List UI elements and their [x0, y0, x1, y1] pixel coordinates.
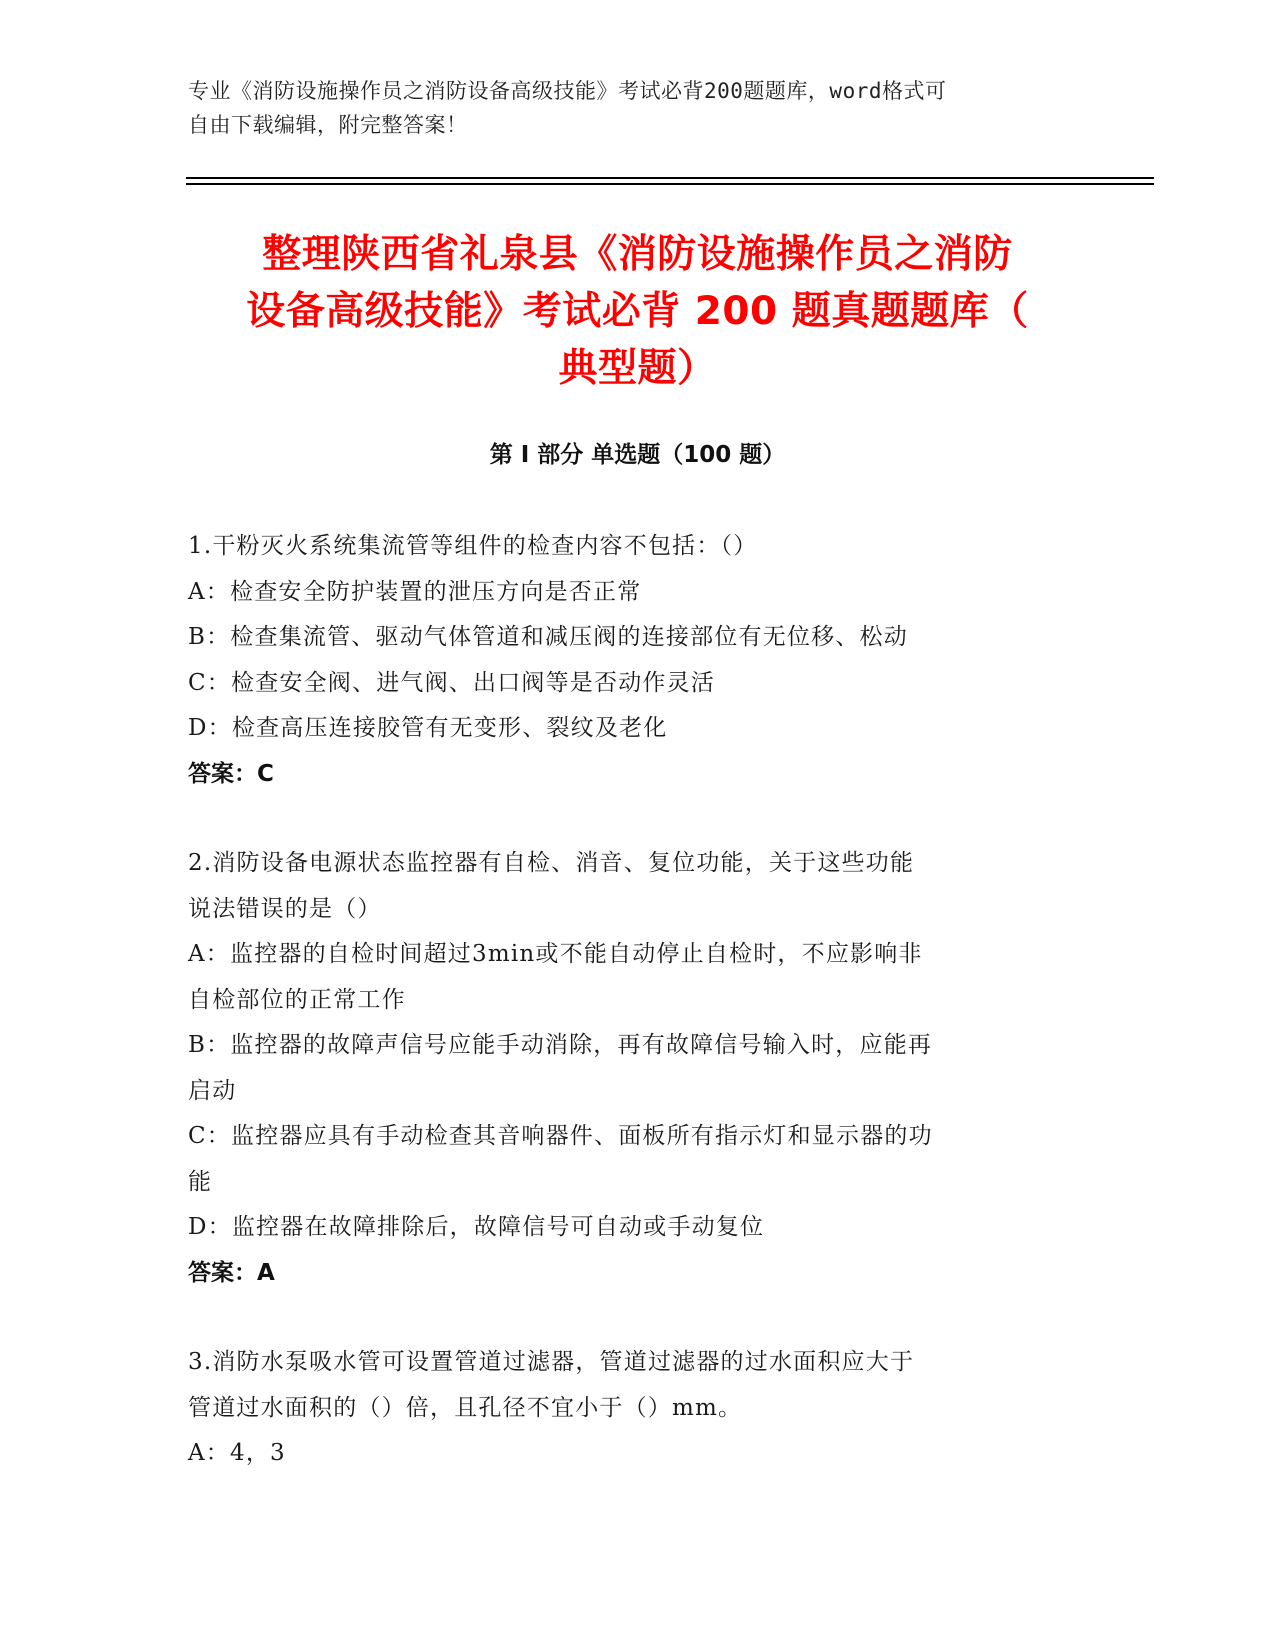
option-a-continued: 自检部位的正常工作 [188, 986, 406, 1013]
option-d: D：检查高压连接胶管有无变形、裂纹及老化 [188, 715, 668, 741]
title-line: 整理陕西省礼泉县《消防设施操作员之消防 [262, 232, 1013, 277]
option-b: B：监控器的故障声信号应能手动消除，再有故障信号输入时，应能再 [188, 1032, 933, 1058]
question-item [188, 1340, 1068, 1477]
question-stem: 2.消防设备电源状态监控器有自检、消音、复位功能，关于这些功能 [188, 850, 915, 876]
answer-text: 答案：C [188, 760, 274, 787]
header-note-line: 自由下载编辑，附完整答案！ [188, 113, 468, 137]
document-title [160, 226, 1115, 397]
option-b-continued: 启动 [188, 1077, 237, 1104]
question-stem: 3.消防水泵吸水管可设置管道过滤器，管道过滤器的过水面积应大于 [188, 1349, 915, 1375]
option-b: B：检查集流管、驱动气体管道和减压阀的连接部位有无位移、松动 [188, 624, 908, 650]
question-list [188, 524, 1068, 1521]
section-heading: 第 I 部分 单选题（100 题） [489, 442, 786, 468]
question-stem: 1.干粉灭火系统集流管等组件的检查内容不包括：（） [188, 533, 758, 559]
option-a: A：检查安全防护装置的泄压方向是否正常 [188, 578, 642, 605]
title-line: 设备高级技能》考试必背 200 题真题题库（ [246, 289, 1029, 334]
option-d: D：监控器在故障排除后，故障信号可自动或手动复位 [188, 1214, 765, 1240]
header-note [188, 74, 1068, 142]
question-item [188, 841, 1068, 1296]
header-note-line: 专业《消防设施操作员之消防设备高级技能》考试必背200题题库，word格式可 [188, 79, 947, 103]
answer-text: 答案：A [188, 1259, 275, 1286]
option-c: C：检查安全阀、进气阀、出口阀等是否动作灵活 [188, 669, 715, 696]
option-c-continued: 能 [188, 1168, 213, 1195]
header-divider [186, 177, 1154, 179]
option-c: C：监控器应具有手动检查其音响器件、面板所有指示灯和显示器的功 [188, 1123, 933, 1149]
header-divider [186, 183, 1154, 185]
option-a: A：监控器的自检时间超过3min或不能自动停止自检时，不应影响非 [188, 941, 923, 967]
question-item [188, 524, 1068, 797]
option-a: A：4，3 [188, 1440, 286, 1466]
question-stem-continued: 说法错误的是（） [188, 895, 382, 922]
question-stem-continued: 管道过水面积的（）倍，且孔径不宜小于（）mm。 [188, 1394, 743, 1421]
title-line: 典型题） [558, 346, 717, 391]
